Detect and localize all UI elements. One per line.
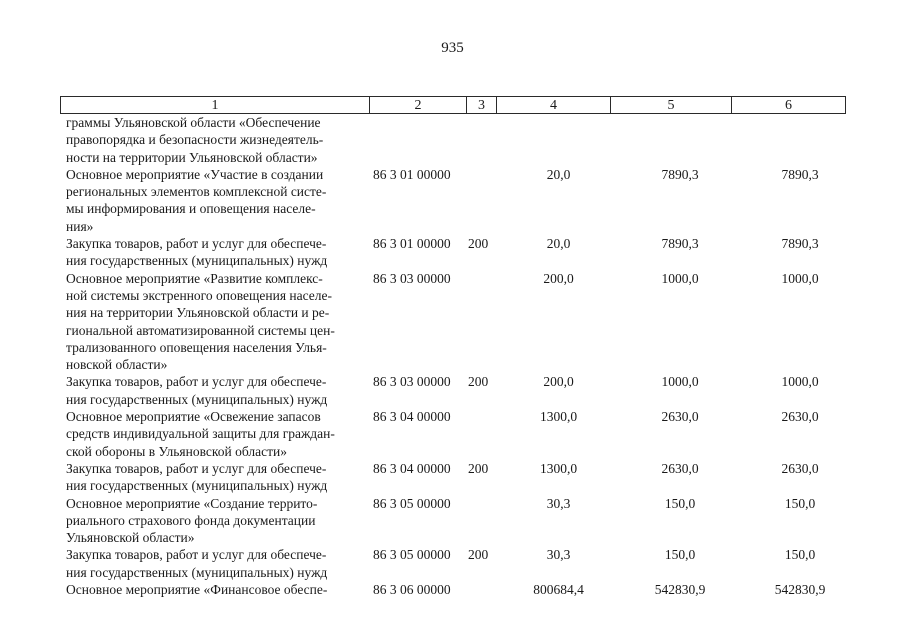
table-row [66,114,846,166]
row-value-6: 542830,9 [774,582,826,598]
table-header-row [60,96,846,114]
row-value-6: 2630,0 [781,460,819,476]
row-name: Закупка товаров, работ и услуг для обеспече- ния государственных (муниципальных) нужд [66,374,328,407]
row-value-6: 1000,0 [781,270,819,286]
row-code: 86 3 06 00000 [373,582,451,598]
table-row [66,166,846,235]
row-value-6: 7890,3 [781,166,819,182]
row-value-4: 1300,0 [539,409,578,425]
row-value-6: 1000,0 [781,374,819,390]
row-code: 86 3 01 00000 [373,236,451,252]
row-code: 86 3 04 00000 [373,460,451,476]
row-value-4: 20,0 [546,236,571,252]
row-name: Закупка товаров, работ и услуг для обеспече- ния государственных (муниципальных) нужд [66,547,328,580]
page-number: 935 [441,40,464,56]
row-code: 86 3 03 00000 [373,270,451,286]
table-row [66,373,846,408]
row-name: Основное мероприятие «Финансовое обеспе- [66,582,328,598]
row-value-5: 542830,9 [654,582,706,598]
row-value-6: 7890,3 [781,236,819,252]
row-value-5: 7890,3 [661,166,699,182]
table-row [66,495,846,547]
table-body [66,114,846,598]
row-value-5: 150,0 [664,495,696,511]
row-value-4: 30,3 [546,547,571,563]
column-header-4: 4 [497,97,611,113]
row-value-4: 20,0 [546,166,571,182]
row-code: 86 3 03 00000 [373,374,451,390]
row-value-5: 1000,0 [661,374,699,390]
column-header-6: 6 [785,98,792,113]
row-value-4: 200,0 [543,374,574,390]
table-row [66,546,846,581]
column-header-3: 3 [467,97,497,113]
row-name: Закупка товаров, работ и услуг для обеспече- ния государственных (муниципальных) нужд [66,236,328,269]
row-code: 86 3 05 00000 [373,495,451,511]
column-header-5: 5 [611,97,732,113]
row-value-6: 150,0 [784,547,816,563]
row-name: граммы Ульяновской области «Обеспечение правопорядка и безопасности жизнедеятель- ности на территории Ульяновской области» [66,115,324,165]
row-type: 200 [468,236,489,252]
table-row [66,408,846,460]
row-value-5: 2630,0 [661,460,699,476]
row-value-6: 150,0 [784,495,816,511]
row-value-5: 7890,3 [661,236,699,252]
row-value-5: 150,0 [664,547,696,563]
table-row [66,235,846,270]
row-value-6: 2630,0 [781,409,819,425]
table-row [66,460,846,495]
row-code: 86 3 04 00000 [373,409,451,425]
row-name: Закупка товаров, работ и услуг для обеспече- ния государственных (муниципальных) нужд [66,460,328,494]
row-type: 200 [468,460,489,476]
row-code: 86 3 05 00000 [373,547,451,563]
row-value-4: 200,0 [543,270,574,286]
row-type: 200 [468,374,489,390]
row-name: Основное мероприятие «Освежение запасов средств индивидуальной защиты для граждан- ской обороны в Ульяновской области» [66,409,335,459]
row-name: Основное мероприятие «Развитие комплекс- ной системы экстренного оповещения населе- ния на территории Ульяновской области и ре- гиональной автоматизированной системы цен- трализованного оповещения населения Улья- новской области» [66,270,335,373]
row-value-4: 30,3 [546,495,571,511]
table-row [66,581,846,598]
row-value-5: 2630,0 [661,409,699,425]
row-type: 200 [468,547,489,563]
row-code: 86 3 01 00000 [373,166,451,182]
column-header-2: 2 [370,97,467,113]
row-name: Основное мероприятие «Создание террито- риального страхового фонда документации Ульяновской области» [66,495,318,546]
row-value-4: 800684,4 [533,582,584,598]
column-header-1: 1 [61,97,370,113]
row-value-4: 1300,0 [539,460,578,476]
row-name: Основное мероприятие «Участие в создании региональных элементов комплексной систе- мы информирования и оповещения населе- ния» [66,166,327,234]
row-value-5: 1000,0 [661,270,699,286]
table-row [66,270,846,374]
